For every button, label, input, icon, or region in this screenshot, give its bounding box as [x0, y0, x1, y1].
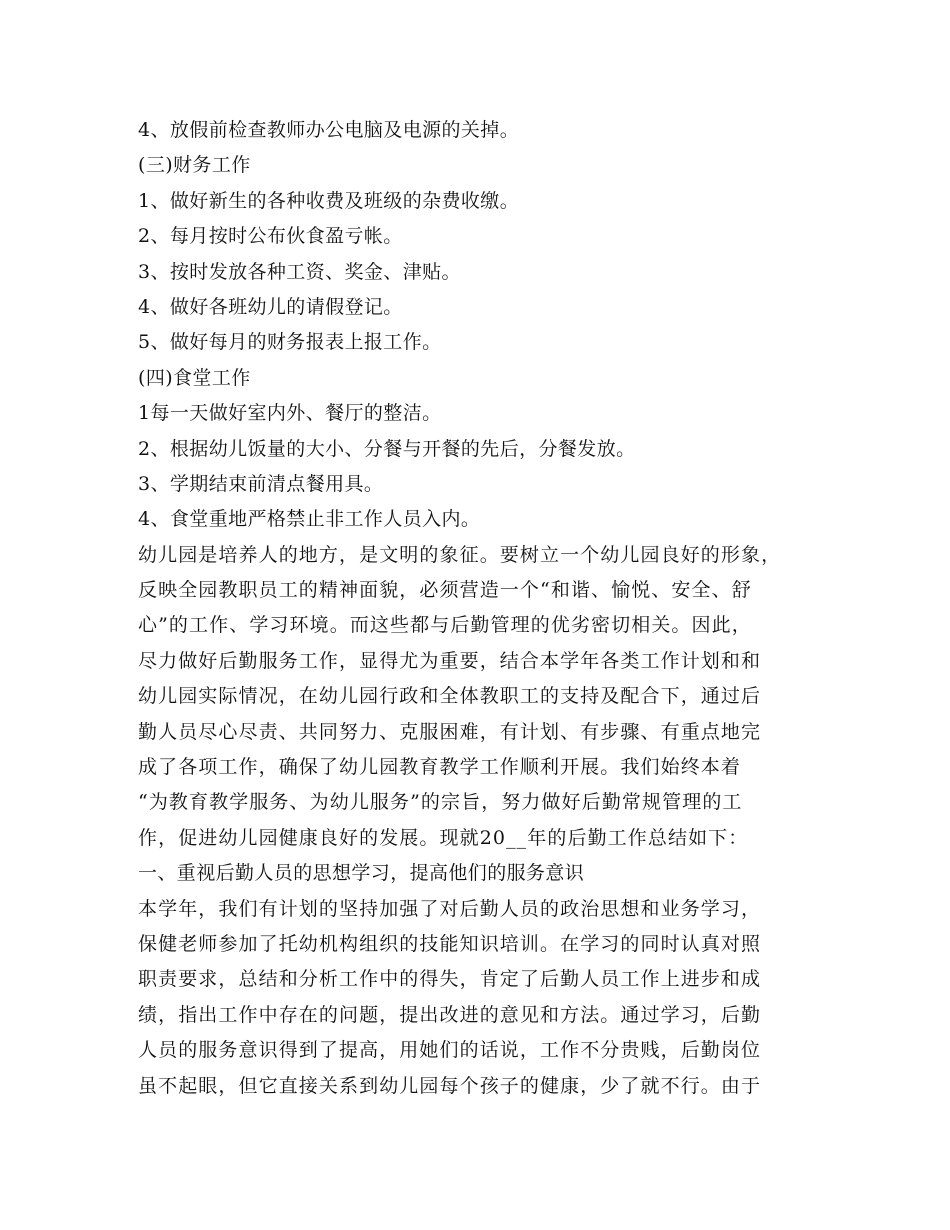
- paragraph-line: 成了各项工作，确保了幼儿园教育教学工作顺利开展。我们始终本着: [138, 756, 742, 779]
- text-line: 4、食堂重地严格禁止非工作人员入内。: [138, 508, 481, 531]
- paragraph-line: 心”的工作、学习环境。而这些都与后勤管理的优劣密切相关。因此，: [138, 614, 752, 637]
- text-line: 4、做好各班幼儿的请假登记。: [138, 295, 403, 318]
- text-line: 3、学期结束前清点餐用具。: [138, 472, 384, 495]
- paragraph-line: 人员的服务意识得到了提高，用她们的话说，工作不分贵贱，后勤岗位: [138, 1039, 762, 1062]
- text-line: 2、每月按时公布伙食盈亏帐。: [138, 225, 403, 248]
- text-line: 3、按时发放各种工资、奖金、津贴。: [138, 260, 461, 283]
- paragraph-line: 绩，指出工作中存在的问题，提出改进的意见和方法。通过学习，后勤: [138, 1003, 762, 1026]
- text-line: 4、放假前检查教师办公电脑及电源的关掉。: [138, 119, 520, 141]
- paragraph-line: 反映全园教职员工的精神面貌，必须营造一个“和谐、愉悦、安全、舒: [138, 579, 752, 602]
- paragraph-line: 本学年，我们有计划的坚持加强了对后勤人员的政治思想和业务学习，: [138, 897, 762, 920]
- section-heading: (四)食堂工作: [138, 366, 251, 389]
- text-line: 2、根据幼儿饭量的大小、分餐与开餐的先后，分餐发放。: [138, 437, 636, 460]
- paragraph-line: “为教育教学服务、为幼儿服务”的宗旨，努力做好后勤常规管理的工: [138, 791, 743, 814]
- paragraph-line: 作，促进幼儿园健康良好的发展。现就20__年的后勤工作总结如下：: [138, 826, 749, 849]
- paragraph-line: 尽力做好后勤服务工作，显得尤为重要，结合本学年各类工作计划和和: [138, 649, 762, 672]
- paragraph-line: 保健老师参加了托幼机构组织的技能知识培训。在学习的同时认真对照: [138, 932, 762, 955]
- paragraph-line: 虽不起眼，但它直接关系到幼儿园每个孩子的健康，少了就不行。由于: [138, 1074, 762, 1097]
- paragraph-line: 职责要求，总结和分析工作中的得失，肯定了后勤人员工作上进步和成: [138, 968, 762, 991]
- document-body: [138, 113, 828, 1104]
- text-line: 5、做好每月的财务报表上报工作。: [138, 331, 442, 354]
- paragraph-line: 勤人员尽心尽责、共同努力、克服困难，有计划、有步骤、有重点地完: [138, 720, 762, 743]
- paragraph-line: 幼儿园实际情况，在幼儿园行政和全体教职工的支持及配合下，通过后: [138, 685, 762, 708]
- section-heading: (三)财务工作: [138, 154, 251, 177]
- text-line: 1、做好新生的各种收费及班级的杂费收缴。: [138, 189, 520, 212]
- section-heading: 一、重视后勤人员的思想学习，提高他们的服务意识: [138, 862, 585, 885]
- paragraph-line: 幼儿园是培养人的地方，是文明的象征。要树立一个幼儿园良好的形象，: [138, 543, 782, 566]
- text-line: 1每一天做好室内外、餐厅的整洁。: [138, 402, 442, 425]
